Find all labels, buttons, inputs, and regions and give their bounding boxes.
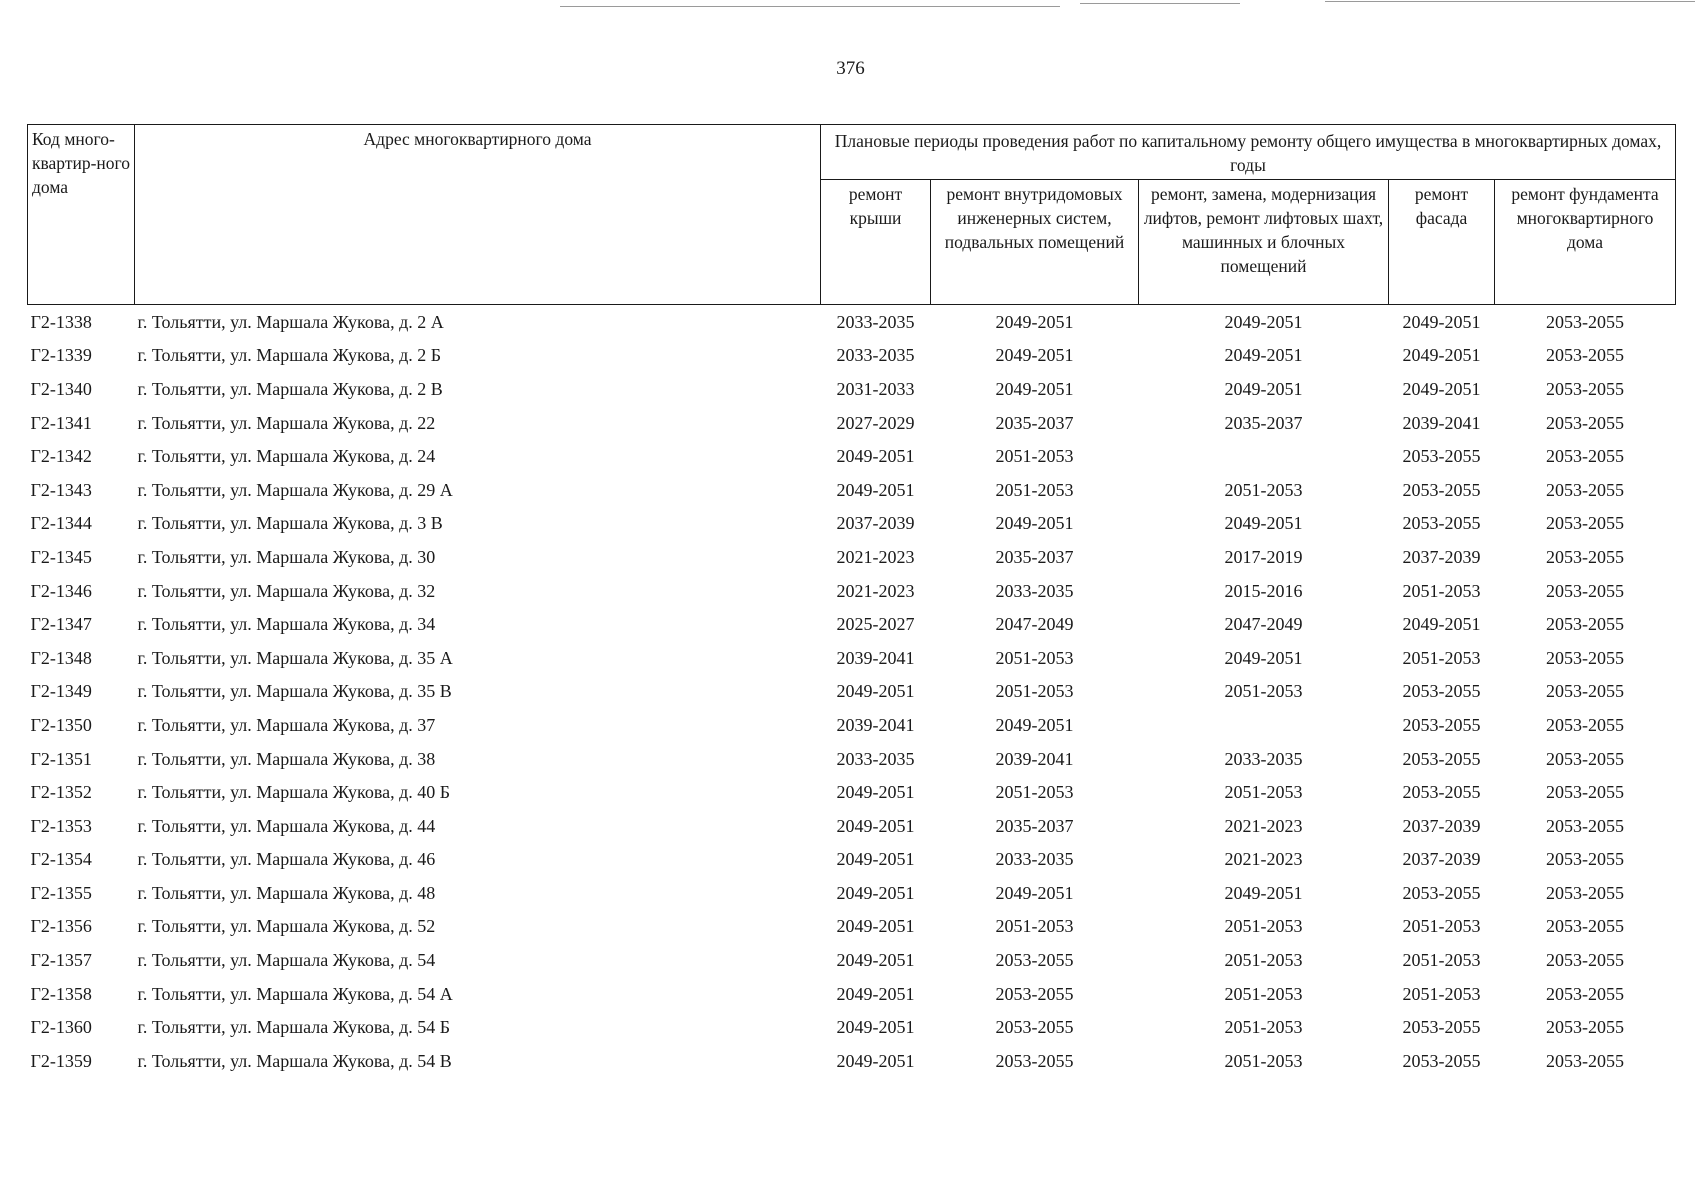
- cell-address: г. Тольятти, ул. Маршала Жукова, д. 35 А: [137, 647, 453, 668]
- cell-address: г. Тольятти, ул. Маршала Жукова, д. 2 А: [137, 311, 444, 332]
- cell-foundation: 2053-2055: [1546, 1050, 1624, 1071]
- cell-facade: 2051-2053: [1402, 983, 1481, 1004]
- cell-facade: 2049-2051: [1402, 311, 1481, 332]
- cell-code: Г2-1350: [30, 714, 92, 735]
- cell-roof: 2049-2051: [836, 983, 915, 1004]
- cell-elevators: 2051-2053: [1224, 1017, 1303, 1038]
- cell-elevators: 2049-2051: [1224, 647, 1303, 668]
- table-row: [28, 1010, 1676, 1044]
- cell-elevators: 2021-2023: [1224, 815, 1303, 836]
- cell-facade: 2053-2055: [1402, 782, 1481, 803]
- cell-code: Г2-1353: [30, 815, 92, 836]
- table-row: [28, 943, 1676, 977]
- cell-facade: 2037-2039: [1402, 815, 1481, 836]
- cell-elevators: 2049-2051: [1224, 345, 1303, 366]
- cell-code: Г2-1348: [30, 647, 92, 668]
- cell-elevators: 2035-2037: [1224, 412, 1303, 433]
- cell-code: Г2-1340: [30, 378, 92, 399]
- cell-foundation: 2053-2055: [1546, 916, 1624, 937]
- housing-repair-schedule: [27, 124, 1675, 1078]
- scan-artifact-line: [1325, 1, 1695, 2]
- cell-address: г. Тольятти, ул. Маршала Жукова, д. 44: [137, 815, 436, 836]
- table-row: [28, 574, 1676, 608]
- cell-elevators: 2051-2053: [1224, 950, 1303, 971]
- cell-elevators: 2051-2053: [1224, 479, 1303, 500]
- cell-elevators: 2047-2049: [1224, 614, 1303, 635]
- table-row: [28, 977, 1676, 1011]
- cell-foundation: 2053-2055: [1546, 378, 1624, 399]
- cell-elevators: 2051-2053: [1224, 782, 1303, 803]
- cell-facade: 2053-2055: [1402, 714, 1481, 735]
- cell-roof: 2033-2035: [836, 311, 915, 332]
- cell-foundation: 2053-2055: [1546, 513, 1624, 534]
- cell-roof: 2039-2041: [836, 647, 915, 668]
- cell-roof: 2037-2039: [836, 513, 915, 534]
- cell-facade: 2051-2053: [1402, 916, 1481, 937]
- cell-engineering: 2051-2053: [995, 446, 1074, 467]
- cell-engineering: 2049-2051: [995, 714, 1074, 735]
- table-row: [28, 406, 1676, 440]
- cell-foundation: 2053-2055: [1546, 546, 1624, 567]
- cell-code: Г2-1356: [30, 916, 92, 937]
- cell-elevators: 2051-2053: [1224, 681, 1303, 702]
- cell-code: Г2-1345: [30, 546, 92, 567]
- cell-engineering: 2049-2051: [995, 311, 1074, 332]
- cell-address: г. Тольятти, ул. Маршала Жукова, д. 35 В: [137, 681, 452, 702]
- cell-facade: 2053-2055: [1402, 882, 1481, 903]
- cell-code: Г2-1357: [30, 950, 92, 971]
- cell-foundation: 2053-2055: [1546, 614, 1624, 635]
- cell-address: г. Тольятти, ул. Маршала Жукова, д. 54 А: [137, 983, 453, 1004]
- cell-engineering: 2051-2053: [995, 479, 1074, 500]
- cell-facade: 2051-2053: [1402, 950, 1481, 971]
- cell-code: Г2-1358: [30, 983, 92, 1004]
- cell-elevators: [1139, 439, 1389, 473]
- cell-elevators: 2051-2053: [1224, 1050, 1303, 1071]
- cell-engineering: 2049-2051: [995, 882, 1074, 903]
- cell-foundation: 2053-2055: [1546, 412, 1624, 433]
- cell-foundation: 2053-2055: [1546, 479, 1624, 500]
- cell-roof: 2049-2051: [836, 815, 915, 836]
- cell-engineering: 2051-2053: [995, 782, 1074, 803]
- cell-engineering: 2033-2035: [995, 849, 1074, 870]
- cell-address: г. Тольятти, ул. Маршала Жукова, д. 30: [137, 546, 436, 567]
- cell-roof: 2021-2023: [836, 580, 915, 601]
- header-row-top: [28, 125, 1676, 180]
- cell-roof: 2021-2023: [836, 546, 915, 567]
- table-row: [28, 708, 1676, 742]
- cell-address: г. Тольятти, ул. Маршала Жукова, д. 48: [137, 882, 436, 903]
- table-row: [28, 675, 1676, 709]
- cell-address: г. Тольятти, ул. Маршала Жукова, д. 32: [137, 580, 436, 601]
- cell-code: Г2-1359: [30, 1050, 92, 1071]
- repair-schedule-table: [27, 124, 1676, 1078]
- cell-code: Г2-1343: [30, 479, 92, 500]
- cell-address: г. Тольятти, ул. Маршала Жукова, д. 54 В: [137, 1050, 452, 1071]
- cell-code: Г2-1341: [30, 412, 92, 433]
- table-row: [28, 372, 1676, 406]
- cell-facade: 2053-2055: [1402, 446, 1481, 467]
- cell-address: г. Тольятти, ул. Маршала Жукова, д. 22: [137, 412, 436, 433]
- cell-address: г. Тольятти, ул. Маршала Жукова, д. 24: [137, 446, 436, 467]
- cell-code: Г2-1355: [30, 882, 92, 903]
- cell-engineering: 2051-2053: [995, 681, 1074, 702]
- cell-code: Г2-1339: [30, 345, 92, 366]
- cell-address: г. Тольятти, ул. Маршала Жукова, д. 3 В: [137, 513, 443, 534]
- cell-foundation: 2053-2055: [1546, 983, 1624, 1004]
- header-foundation: ремонт фундамента многоквартирного дома: [1495, 180, 1676, 305]
- cell-facade: 2053-2055: [1402, 1017, 1481, 1038]
- cell-foundation: 2053-2055: [1546, 647, 1624, 668]
- cell-elevators: 2051-2053: [1224, 983, 1303, 1004]
- cell-facade: 2053-2055: [1402, 1050, 1481, 1071]
- cell-code: Г2-1338: [30, 311, 92, 332]
- header-facade: ремонт фасада: [1389, 180, 1495, 305]
- cell-engineering: 2053-2055: [995, 1017, 1074, 1038]
- cell-elevators: [1139, 708, 1389, 742]
- cell-code: Г2-1347: [30, 614, 92, 635]
- cell-foundation: 2053-2055: [1546, 815, 1624, 836]
- table-row: [28, 607, 1676, 641]
- cell-foundation: 2053-2055: [1546, 849, 1624, 870]
- cell-roof: 2033-2035: [836, 748, 915, 769]
- cell-address: г. Тольятти, ул. Маршала Жукова, д. 38: [137, 748, 436, 769]
- table-row: [28, 473, 1676, 507]
- cell-address: г. Тольятти, ул. Маршала Жукова, д. 29 А: [137, 479, 453, 500]
- cell-roof: 2025-2027: [836, 614, 915, 635]
- cell-roof: 2049-2051: [836, 1017, 915, 1038]
- cell-engineering: 2053-2055: [995, 950, 1074, 971]
- cell-foundation: 2053-2055: [1546, 748, 1624, 769]
- cell-facade: 2037-2039: [1402, 849, 1481, 870]
- cell-engineering: 2035-2037: [995, 815, 1074, 836]
- cell-address: г. Тольятти, ул. Маршала Жукова, д. 54: [137, 950, 436, 971]
- cell-code: Г2-1349: [30, 681, 92, 702]
- header-elevators: ремонт, замена, модернизация лифтов, ремонт лифтовых шахт, машинных и блочных помещений: [1139, 180, 1389, 305]
- cell-engineering: 2049-2051: [995, 513, 1074, 534]
- cell-roof: 2027-2029: [836, 412, 915, 433]
- cell-elevators: 2015-2016: [1224, 580, 1303, 601]
- header-planned-periods: Плановые периоды проведения работ по капитальному ремонту общего имущества в многоквартирных домах, годы: [821, 125, 1676, 180]
- cell-code: Г2-1351: [30, 748, 92, 769]
- header-address: Адрес многоквартирного дома: [135, 125, 821, 305]
- cell-foundation: 2053-2055: [1546, 580, 1624, 601]
- cell-facade: 2053-2055: [1402, 513, 1481, 534]
- cell-code: Г2-1344: [30, 513, 92, 534]
- cell-engineering: 2053-2055: [995, 1050, 1074, 1071]
- table-row: [28, 910, 1676, 944]
- cell-foundation: 2053-2055: [1546, 714, 1624, 735]
- cell-address: г. Тольятти, ул. Маршала Жукова, д. 46: [137, 849, 436, 870]
- cell-facade: 2037-2039: [1402, 546, 1481, 567]
- cell-code: Г2-1342: [30, 446, 92, 467]
- cell-roof: 2039-2041: [836, 714, 915, 735]
- cell-roof: 2031-2033: [836, 378, 915, 399]
- table-row: [28, 876, 1676, 910]
- table-row: [28, 305, 1676, 339]
- table-row: [28, 641, 1676, 675]
- cell-address: г. Тольятти, ул. Маршала Жукова, д. 54 Б: [137, 1017, 451, 1038]
- cell-foundation: 2053-2055: [1546, 782, 1624, 803]
- cell-code: Г2-1360: [30, 1017, 92, 1038]
- cell-engineering: 2049-2051: [995, 378, 1074, 399]
- cell-roof: 2049-2051: [836, 916, 915, 937]
- cell-engineering: 2033-2035: [995, 580, 1074, 601]
- cell-engineering: 2049-2051: [995, 345, 1074, 366]
- cell-facade: 2053-2055: [1402, 681, 1481, 702]
- cell-elevators: 2021-2023: [1224, 849, 1303, 870]
- table-row: [28, 1044, 1676, 1078]
- table-row: [28, 439, 1676, 473]
- cell-address: г. Тольятти, ул. Маршала Жукова, д. 34: [137, 614, 436, 635]
- cell-roof: 2049-2051: [836, 681, 915, 702]
- cell-code: Г2-1352: [30, 782, 92, 803]
- cell-foundation: 2053-2055: [1546, 446, 1624, 467]
- cell-engineering: 2051-2053: [995, 916, 1074, 937]
- cell-address: г. Тольятти, ул. Маршала Жукова, д. 2 Б: [137, 345, 442, 366]
- cell-foundation: 2053-2055: [1546, 950, 1624, 971]
- cell-elevators: 2049-2051: [1224, 882, 1303, 903]
- page-number: 376: [836, 58, 865, 79]
- cell-facade: 2039-2041: [1402, 412, 1481, 433]
- cell-code: Г2-1346: [30, 580, 92, 601]
- table-row: [28, 742, 1676, 776]
- scan-artifact-line: [1080, 3, 1240, 4]
- header-roof: ремонт крыши: [821, 180, 931, 305]
- cell-facade: 2053-2055: [1402, 748, 1481, 769]
- cell-engineering: 2035-2037: [995, 412, 1074, 433]
- cell-facade: 2051-2053: [1402, 580, 1481, 601]
- cell-elevators: 2033-2035: [1224, 748, 1303, 769]
- cell-roof: 2049-2051: [836, 950, 915, 971]
- cell-code: Г2-1354: [30, 849, 92, 870]
- cell-roof: 2049-2051: [836, 1050, 915, 1071]
- cell-foundation: 2053-2055: [1546, 345, 1624, 366]
- table-row: [28, 775, 1676, 809]
- cell-engineering: 2035-2037: [995, 546, 1074, 567]
- cell-address: г. Тольятти, ул. Маршала Жукова, д. 40 Б: [137, 782, 451, 803]
- scan-artifact-line: [560, 6, 1060, 7]
- cell-roof: 2049-2051: [836, 782, 915, 803]
- cell-roof: 2049-2051: [836, 849, 915, 870]
- cell-elevators: 2049-2051: [1224, 311, 1303, 332]
- cell-address: г. Тольятти, ул. Маршала Жукова, д. 2 В: [137, 378, 443, 399]
- header-engineering: ремонт внутридомовых инженерных систем, подвальных помещений: [931, 180, 1139, 305]
- cell-foundation: 2053-2055: [1546, 681, 1624, 702]
- table-row: [28, 809, 1676, 843]
- cell-facade: 2051-2053: [1402, 647, 1481, 668]
- cell-foundation: 2053-2055: [1546, 1017, 1624, 1038]
- cell-engineering: 2039-2041: [995, 748, 1074, 769]
- cell-facade: 2053-2055: [1402, 479, 1481, 500]
- cell-foundation: 2053-2055: [1546, 882, 1624, 903]
- cell-roof: 2049-2051: [836, 479, 915, 500]
- cell-roof: 2049-2051: [836, 446, 915, 467]
- cell-elevators: 2049-2051: [1224, 513, 1303, 534]
- cell-roof: 2033-2035: [836, 345, 915, 366]
- header-code: Код много-квартир-ного дома: [28, 125, 135, 305]
- table-row: [28, 540, 1676, 574]
- cell-engineering: 2047-2049: [995, 614, 1074, 635]
- cell-facade: 2049-2051: [1402, 614, 1481, 635]
- table-row: [28, 339, 1676, 373]
- cell-facade: 2049-2051: [1402, 378, 1481, 399]
- cell-address: г. Тольятти, ул. Маршала Жукова, д. 52: [137, 916, 436, 937]
- cell-elevators: 2051-2053: [1224, 916, 1303, 937]
- table-row: [28, 507, 1676, 541]
- cell-elevators: 2017-2019: [1224, 546, 1303, 567]
- cell-engineering: 2051-2053: [995, 647, 1074, 668]
- cell-address: г. Тольятти, ул. Маршала Жукова, д. 37: [137, 714, 436, 735]
- cell-roof: 2049-2051: [836, 882, 915, 903]
- cell-facade: 2049-2051: [1402, 345, 1481, 366]
- table-row: [28, 843, 1676, 877]
- cell-engineering: 2053-2055: [995, 983, 1074, 1004]
- cell-foundation: 2053-2055: [1546, 311, 1624, 332]
- cell-elevators: 2049-2051: [1224, 378, 1303, 399]
